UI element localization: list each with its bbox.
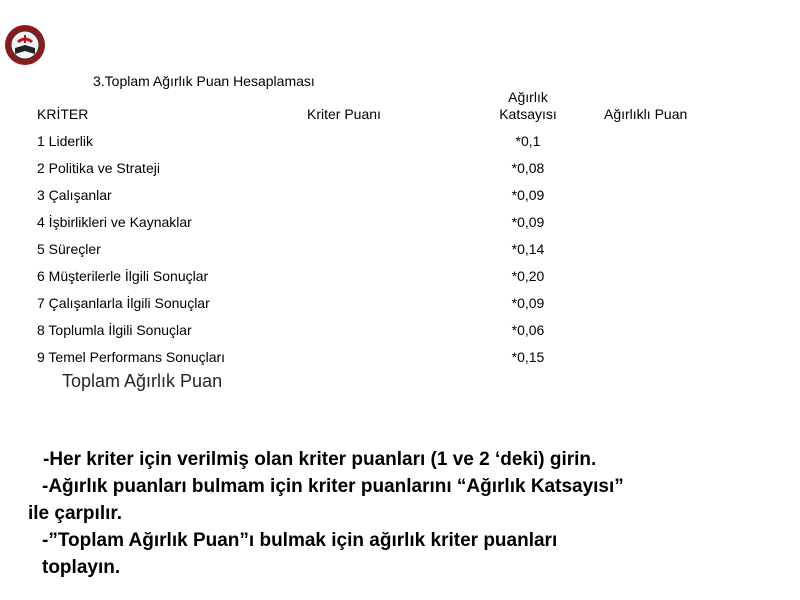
row-criteria-name: 5 Süreçler <box>37 241 101 257</box>
row-weight-coefficient: *0,1 <box>515 133 541 149</box>
row-weight-coefficient: *0,20 <box>511 268 545 284</box>
instructions-block <box>28 446 762 581</box>
row-criteria-name: 8 Toplumla İlgili Sonuçlar <box>37 322 192 338</box>
row-criteria-name: 3 Çalışanlar <box>37 187 112 203</box>
row-criteria-name: 2 Politika ve Strateji <box>37 160 160 176</box>
instruction-line: -Her kriter için verilmiş olan kriter puanları (1 ve 2 ‘deki) girin. <box>43 449 597 470</box>
instruction-line: toplayın. <box>42 557 121 578</box>
section-title: 3.Toplam Ağırlık Puan Hesaplaması <box>93 73 315 89</box>
row-weight-coefficient: *0,09 <box>511 295 545 311</box>
row-weight-coefficient: *0,15 <box>511 349 545 365</box>
instruction-line: ile çarpılır. <box>28 503 122 524</box>
instruction-line: -Ağırlık puanları bulmam için kriter puanlarını “Ağırlık Katsayısı” <box>42 476 624 497</box>
row-weight-coefficient: *0,06 <box>511 322 545 338</box>
weight-header-line2: Katsayısı <box>499 106 557 122</box>
column-header-criteria: KRİTER <box>37 106 89 122</box>
column-header-weighted-score: Ağırlıklı Puan <box>604 106 688 122</box>
row-criteria-name: 9 Temel Performans Sonuçları <box>37 349 226 365</box>
total-weighted-score-label: Toplam Ağırlık Puan <box>62 371 223 391</box>
row-criteria-name: 4 İşbirlikleri ve Kaynaklar <box>37 214 192 230</box>
row-weight-coefficient: *0,09 <box>511 187 545 203</box>
column-header-criteria-score: Kriter Puanı <box>307 106 381 122</box>
row-criteria-name: 6 Müşterilerle İlgili Sonuçlar <box>37 268 209 284</box>
row-criteria-name: 7 Çalışanlarla İlgili Sonuçlar <box>37 295 210 311</box>
weight-header-line1: Ağırlık <box>508 89 548 105</box>
row-weight-coefficient: *0,08 <box>511 160 545 176</box>
instruction-line: -”Toplam Ağırlık Puan”ı bulmak için ağırlık kriter puanları <box>42 530 558 551</box>
row-weight-coefficient: *0,14 <box>511 241 545 257</box>
row-weight-coefficient: *0,09 <box>511 214 545 230</box>
row-criteria-name: 1 Liderlik <box>37 133 94 149</box>
